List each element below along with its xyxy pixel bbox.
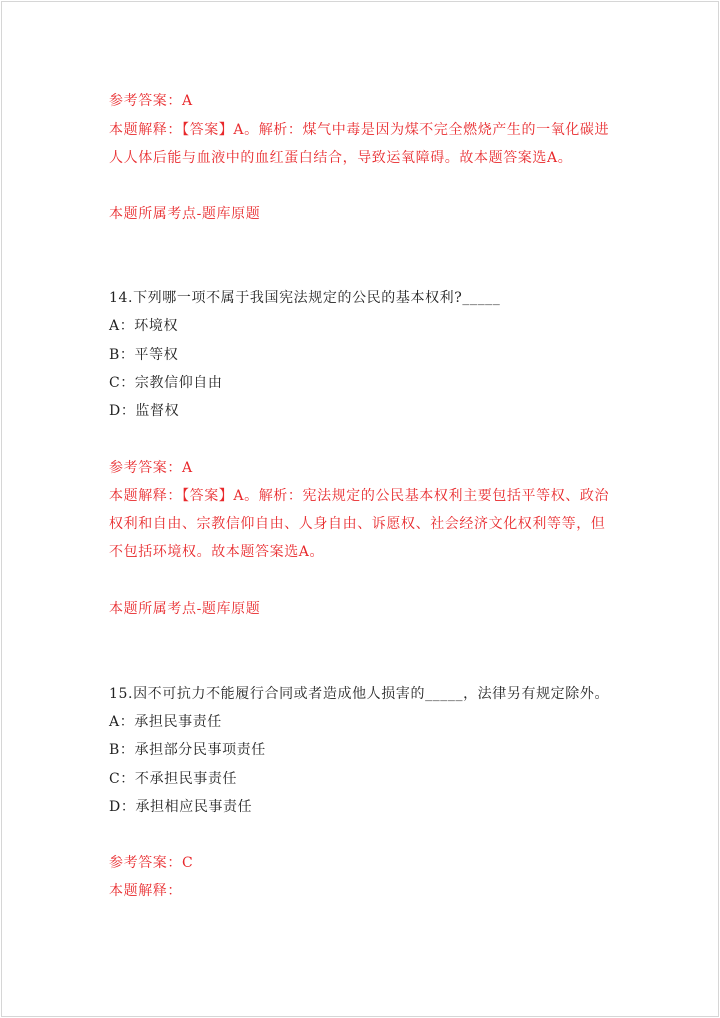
- explanation-13-line-1: 本题解释：【答案】A。解析：煤气中毒是因为煤不完全燃烧产生的一氧化碳进: [109, 122, 610, 138]
- q15-option-a: A：承担民事责任: [109, 714, 222, 730]
- answer-15: 参考答案：C: [109, 855, 194, 871]
- q14-option-a: A：环境权: [109, 318, 179, 334]
- q14-option-d: D：监督权: [109, 403, 180, 419]
- source-14: 本题所属考点-题库原题: [109, 601, 261, 617]
- q14-option-c: C：宗教信仰自由: [109, 375, 223, 391]
- explanation-14-line-1: 本题解释：【答案】A。解析：宪法规定的公民基本权利主要包括平等权、政治: [109, 488, 610, 504]
- answer-13: 参考答案：A: [109, 93, 193, 109]
- explanation-13-line-2: 人人体后能与血液中的血红蛋白结合，导致运氧障碍。故本题答案选A。: [109, 150, 573, 166]
- explanation-14-line-2: 权利和自由、宗教信仰自由、人身自由、诉愿权、社会经济文化权利等等，但: [109, 516, 606, 532]
- explanation-14-line-3: 不包括环境权。故本题答案选A。: [109, 544, 325, 560]
- q15-option-d: D：承担相应民事责任: [109, 799, 253, 815]
- q14-option-b: B：平等权: [109, 347, 179, 363]
- q15-option-c: C：不承担民事责任: [109, 771, 238, 787]
- question-14: 14.下列哪一项不属于我国宪法规定的公民的基本权利?_____: [109, 290, 501, 306]
- answer-14: 参考答案：A: [109, 460, 193, 476]
- explanation-15-label: 本题解释：: [109, 883, 182, 899]
- q15-option-b: B：承担部分民事项责任: [109, 742, 266, 758]
- question-15: 15.因不可抗力不能履行合同或者造成他人损害的_____，法律另有规定除外。: [109, 686, 610, 702]
- source-13: 本题所属考点-题库原题: [109, 206, 261, 222]
